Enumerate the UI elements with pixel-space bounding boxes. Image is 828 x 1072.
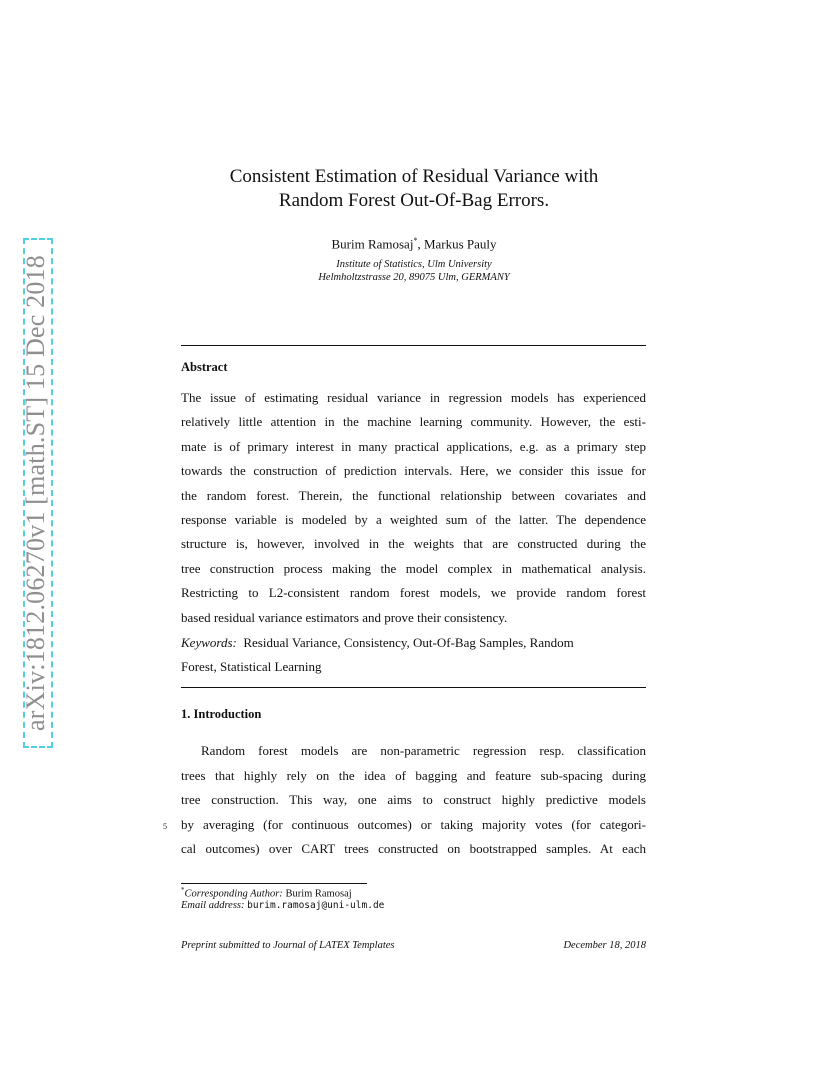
abstract-line: towards the construction of prediction intervals. Here, we consider this issue for: [181, 463, 646, 479]
keywords-label: Keywords:: [181, 635, 237, 650]
introduction-line: cal outcomes) over CART trees constructed on bootstrapped samples. At each: [181, 841, 646, 856]
abstract-heading: Abstract: [181, 360, 228, 374]
section-heading-introduction: 1. Introduction: [181, 707, 262, 721]
abstract-text: [181, 388, 646, 632]
abstract-line: response variable is modeled by a weighted sum of the latter. The dependence: [181, 511, 646, 527]
keywords: [181, 633, 646, 681]
author-list: [0, 236, 828, 252]
keywords-line-2: Forest, Statistical Learning: [181, 659, 322, 674]
footnote-corresponding-author: [181, 886, 352, 900]
abstract-line: the random forest. Therein, the functional relationship between covariates and: [181, 487, 646, 503]
email-label: Email address:: [181, 900, 245, 911]
abstract-top-rule: [181, 345, 646, 346]
abstract-line: tree construction process making the model complex in mathematical analysis.: [181, 560, 646, 576]
introduction-text: [181, 741, 646, 864]
footnote-rule: [181, 883, 367, 884]
abstract-bottom-rule: [181, 687, 646, 688]
corresponding-marker: *: [413, 236, 418, 245]
affiliation-line-1: Institute of Statistics, Ulm University: [336, 259, 492, 270]
introduction-line: Random forest models are non-parametric regression resp. classification: [201, 743, 646, 758]
introduction-line: trees that highly rely on the idea of bagging and feature sub-spacing during: [181, 767, 646, 783]
line-number: 5: [163, 822, 167, 831]
abstract-line: mate is of primary interest in many practical applications, e.g. as a primary step: [181, 438, 646, 454]
arxiv-identifier: arXiv:1812.06270v1 [math.ST] 15 Dec 2018: [21, 255, 50, 731]
paper-title-line-1: Consistent Estimation of Residual Variance with: [229, 166, 599, 187]
preprint-date: December 18, 2018: [563, 940, 646, 951]
abstract-line: Restricting to L2-consistent random forest models, we provide random forest: [181, 585, 646, 601]
abstract-line: relatively little attention in the machine learning community. However, the esti-: [181, 414, 646, 430]
abstract-line: structure is, however, involved in the weights that are constructed during the: [181, 536, 646, 552]
author-2: , Markus Pauly: [417, 236, 497, 252]
email-address: burim.ramosaj@uni-ulm.de: [247, 900, 385, 911]
footnote-name: Burim Ramosaj: [285, 888, 352, 900]
footnote-marker: *: [181, 886, 185, 894]
abstract-line: The issue of estimating residual variance in regression models has experienced: [181, 390, 646, 405]
paper-title-line-2: Random Forest Out-Of-Bag Errors.: [278, 190, 550, 211]
affiliation-line-2: Helmholtzstrasse 20, 89075 Ulm, GERMANY: [318, 272, 510, 283]
abstract-line: based residual variance estimators and prove their consistency.: [181, 609, 508, 625]
footnote-label: Corresponding Author:: [184, 888, 283, 900]
author-1: Burim Ramosaj: [331, 236, 414, 252]
introduction-line: by averaging (for continuous outcomes) or taking majority votes (for categori-: [181, 816, 646, 832]
introduction-line: tree construction. This way, one aims to construct highly predictive models: [181, 792, 646, 807]
preprint-note: Preprint submitted to Journal of LATEX Templates: [181, 940, 395, 951]
keywords-line-1: Residual Variance, Consistency, Out-Of-Bag Samples, Random: [243, 635, 574, 650]
footnote-email: [181, 900, 384, 911]
